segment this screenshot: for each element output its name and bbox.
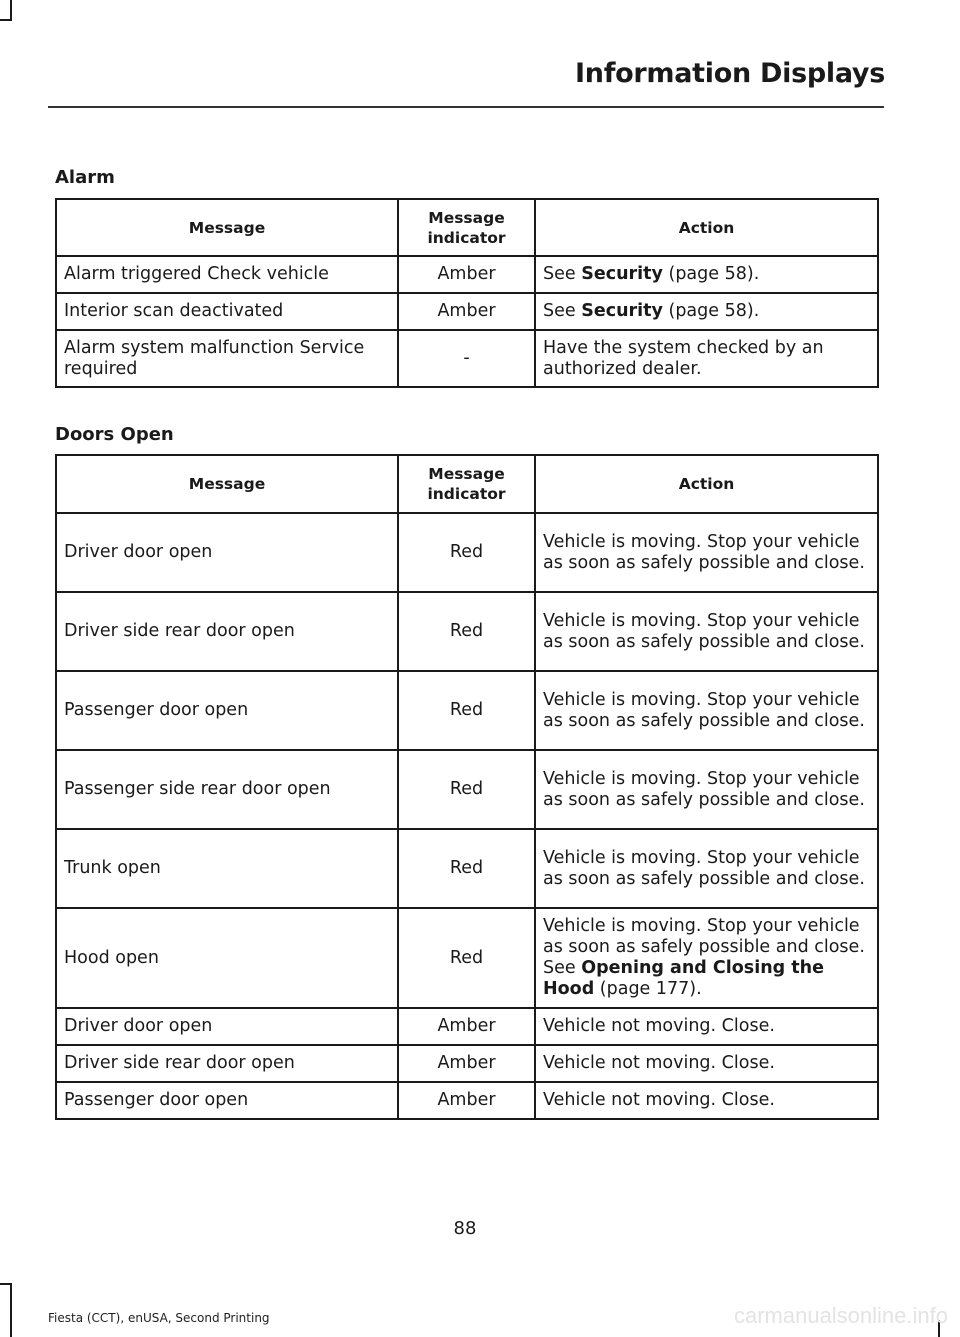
page-reference: (page 58).	[662, 301, 760, 321]
table-row	[56, 256, 878, 293]
cross-reference-link[interactable]: Security	[581, 264, 663, 284]
column-header-action: Action	[535, 455, 878, 513]
crop-mark-top-left-h	[0, 19, 12, 21]
indicator-cell: Red	[398, 513, 535, 592]
action-cell: Vehicle is moving. Stop your vehicle as soon as safely possible and close.	[535, 750, 878, 829]
indicator-cell: Amber	[398, 293, 535, 330]
alarm-table	[55, 198, 879, 388]
message-cell: Driver door open	[56, 1008, 398, 1045]
page-header-title: Information Displays	[575, 58, 885, 89]
table-row	[56, 908, 878, 1008]
indicator-cell: -	[398, 330, 535, 387]
message-cell: Trunk open	[56, 829, 398, 908]
column-header-action: Action	[535, 199, 878, 256]
crop-mark-bottom-left-h	[0, 1283, 12, 1285]
crop-mark-bottom-left-v	[10, 1283, 12, 1337]
doors-section-title: Doors Open	[55, 424, 174, 445]
message-cell: Passenger door open	[56, 671, 398, 750]
doors-open-table	[55, 454, 879, 1120]
indicator-cell: Red	[398, 908, 535, 1008]
table-row	[56, 1082, 878, 1119]
cross-reference-link[interactable]: Security	[581, 301, 663, 321]
column-header-indicator-text: Message indicator	[427, 208, 506, 247]
action-cell	[535, 293, 878, 330]
message-cell: Driver side rear door open	[56, 1045, 398, 1082]
action-cell: Have the system checked by an authorized dealer.	[535, 330, 878, 387]
indicator-cell: Red	[398, 592, 535, 671]
table-row	[56, 330, 878, 387]
message-cell: Driver door open	[56, 513, 398, 592]
action-cell: Vehicle is moving. Stop your vehicle as soon as safely possible and close.	[535, 671, 878, 750]
crop-mark-top-left-v	[10, 0, 12, 20]
table-row	[56, 293, 878, 330]
action-cell: Vehicle is moving. Stop your vehicle as soon as safely possible and close.	[535, 829, 878, 908]
column-header-indicator-text: Message indicator	[427, 465, 506, 503]
alarm-section-title: Alarm	[55, 167, 115, 188]
message-cell: Interior scan deactivated	[56, 293, 398, 330]
table-row	[56, 592, 878, 671]
action-cell: Vehicle not moving. Close.	[535, 1045, 878, 1082]
indicator-cell: Amber	[398, 1045, 535, 1082]
action-text: Vehicle is moving. Stop your vehicle as soon as safely possible and close. See	[543, 916, 865, 978]
message-cell: Driver side rear door open	[56, 592, 398, 671]
alarm-table-header-row	[56, 199, 878, 256]
action-cell: Vehicle is moving. Stop your vehicle as soon as safely possible and close.	[535, 513, 878, 592]
message-cell: Passenger side rear door open	[56, 750, 398, 829]
table-row	[56, 1008, 878, 1045]
action-cell	[535, 908, 878, 1008]
table-row	[56, 513, 878, 592]
message-cell: Passenger door open	[56, 1082, 398, 1119]
page-reference: (page 58).	[662, 264, 760, 284]
column-header-message: Message	[56, 199, 398, 256]
table-row	[56, 1045, 878, 1082]
header-divider	[48, 106, 884, 108]
message-cell: Alarm triggered Check vehicle	[56, 256, 398, 293]
message-cell: Hood open	[56, 908, 398, 1008]
action-cell	[535, 256, 878, 293]
doors-table-header-row	[56, 455, 878, 513]
page-number: 88	[453, 1218, 477, 1239]
message-cell: Alarm system malfunction Service required	[56, 330, 398, 387]
column-header-message: Message	[56, 455, 398, 513]
cross-reference-link[interactable]: Opening and Closing the Hood	[543, 958, 824, 999]
action-cell: Vehicle is moving. Stop your vehicle as soon as safely possible and close.	[535, 592, 878, 671]
indicator-cell: Amber	[398, 1082, 535, 1119]
indicator-cell: Red	[398, 750, 535, 829]
action-cell: Vehicle not moving. Close.	[535, 1008, 878, 1045]
site-watermark: carmanualsonline.info	[733, 1303, 948, 1328]
action-text: See	[543, 264, 582, 284]
footer-edition-text: Fiesta (CCT), enUSA, Second Printing	[48, 1311, 270, 1325]
page-reference: (page 177).	[594, 979, 702, 999]
table-row	[56, 750, 878, 829]
indicator-cell: Amber	[398, 256, 535, 293]
column-header-indicator	[398, 199, 535, 256]
column-header-indicator	[398, 455, 535, 513]
table-row	[56, 671, 878, 750]
indicator-cell: Red	[398, 829, 535, 908]
indicator-cell: Amber	[398, 1008, 535, 1045]
action-cell: Vehicle not moving. Close.	[535, 1082, 878, 1119]
table-row	[56, 829, 878, 908]
action-text: See	[543, 301, 582, 321]
indicator-cell: Red	[398, 671, 535, 750]
